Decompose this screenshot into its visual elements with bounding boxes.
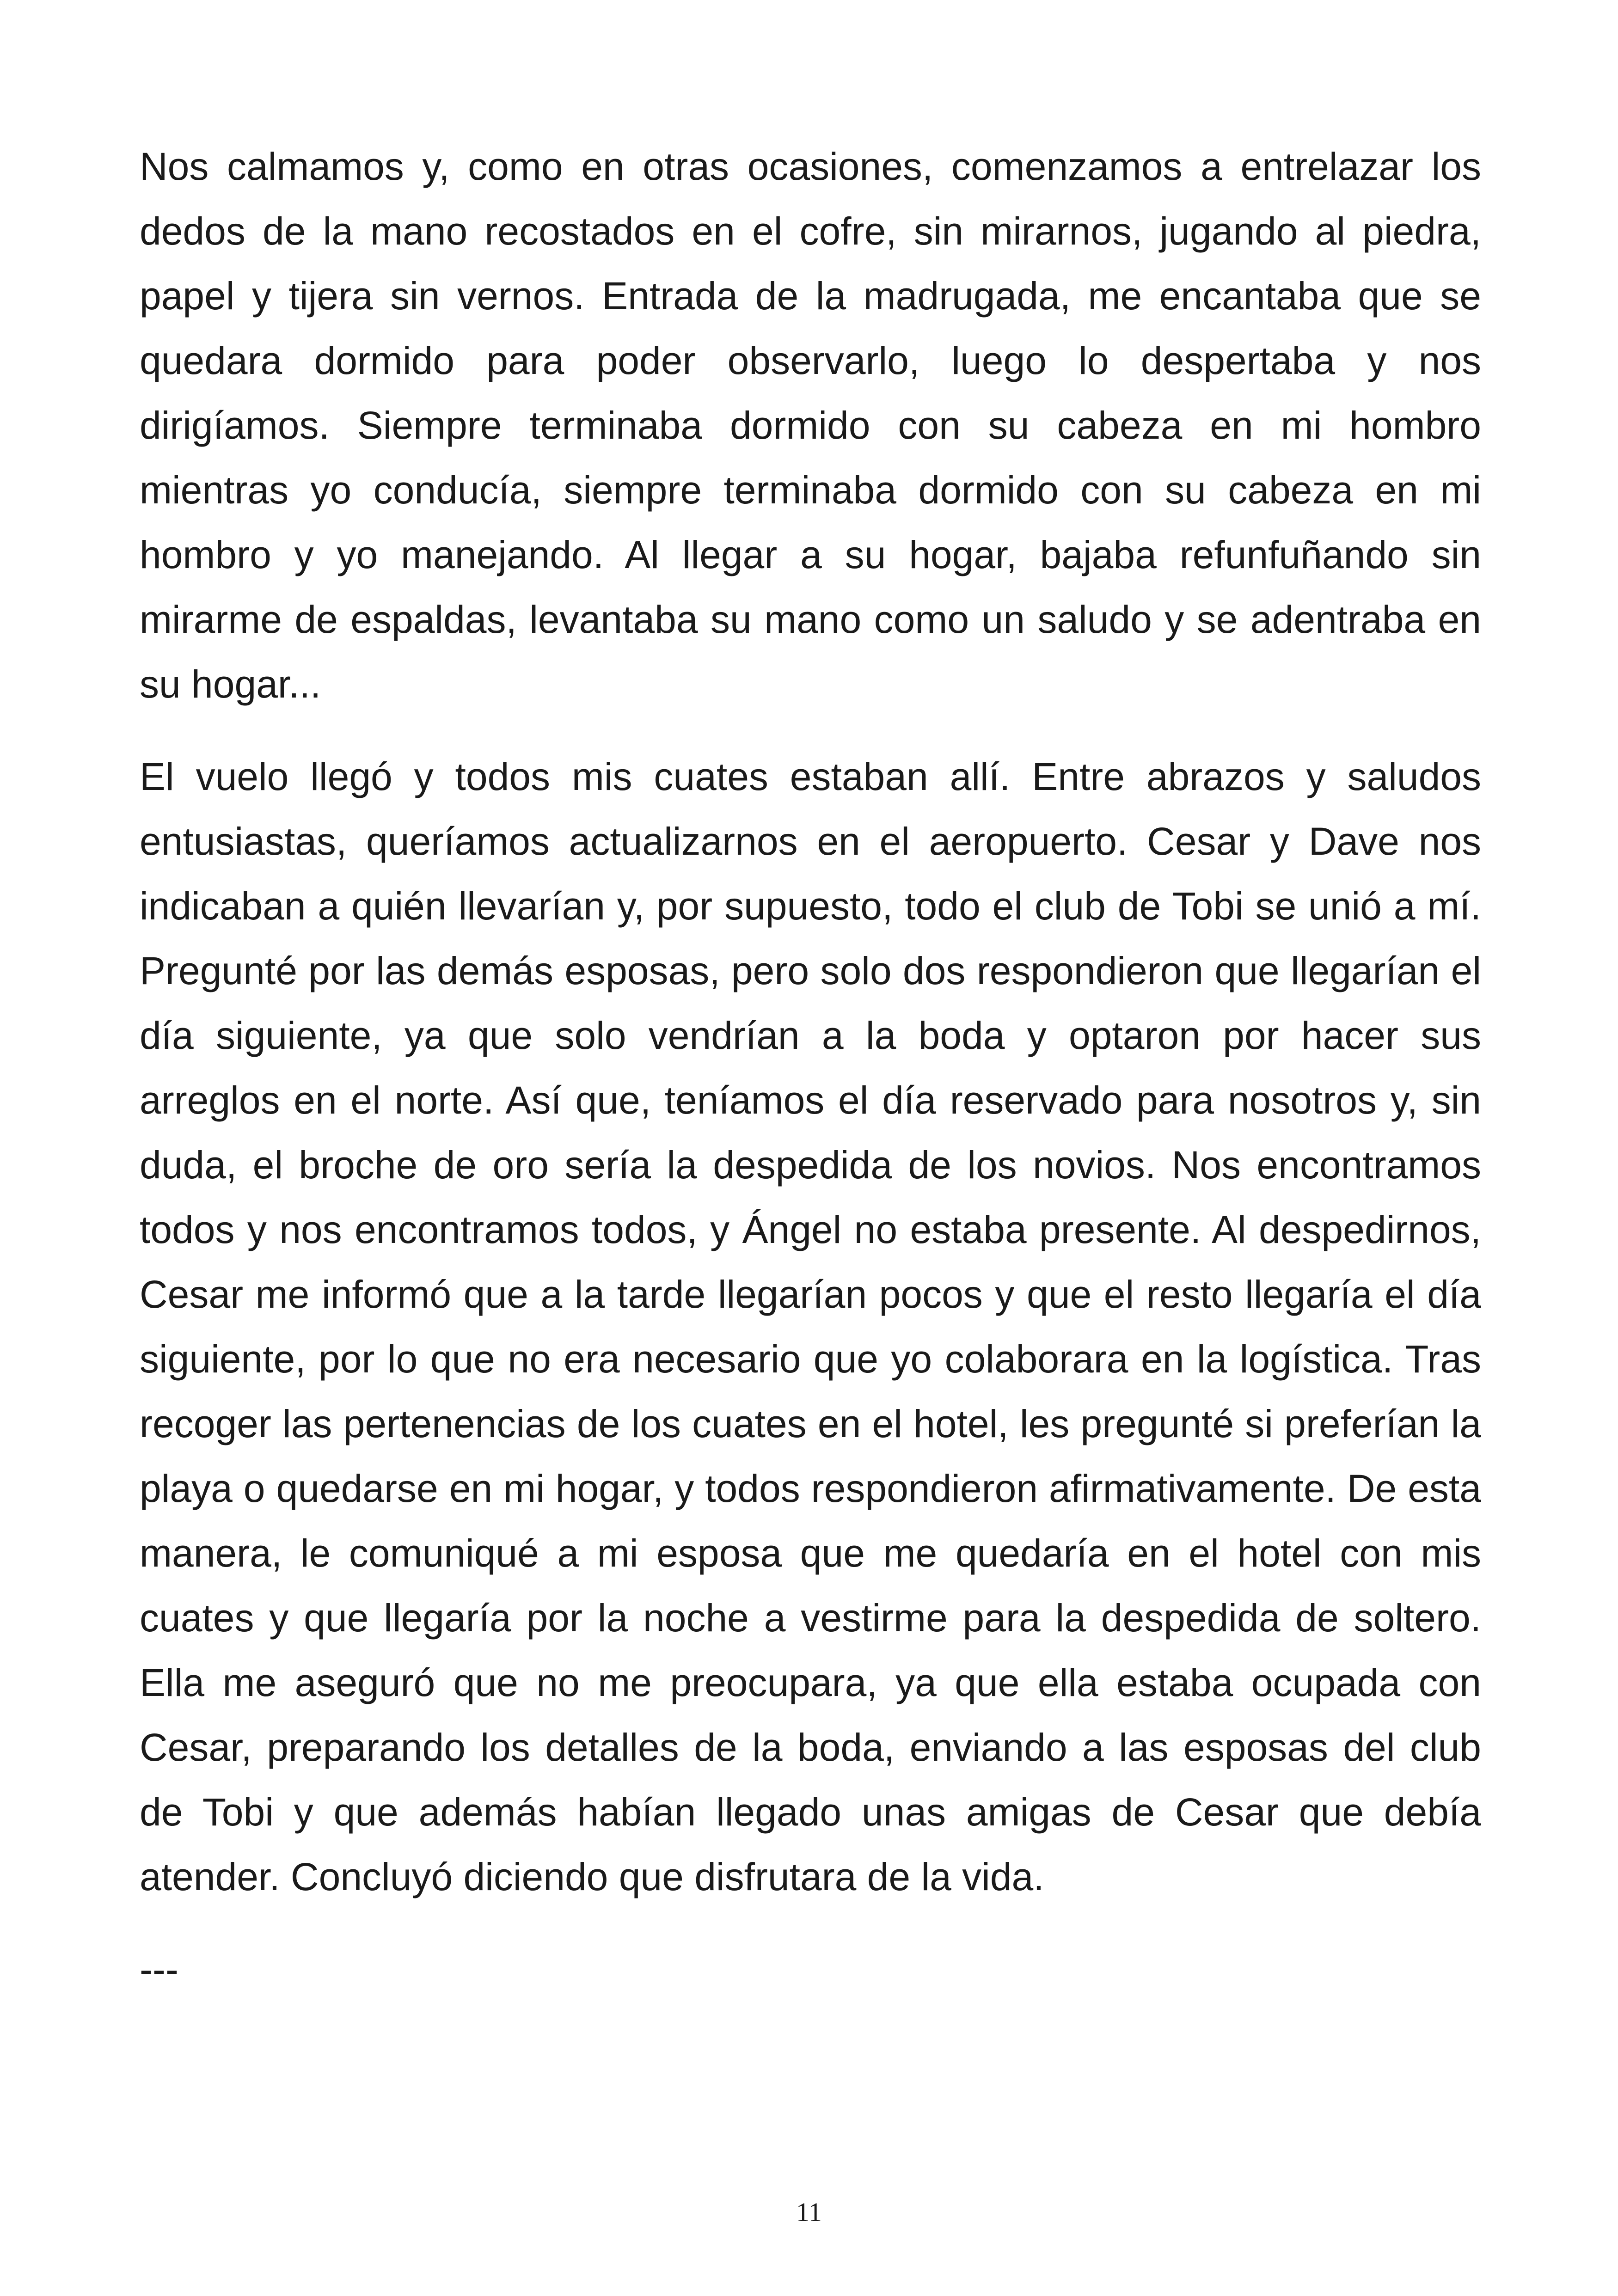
paragraph-2: El vuelo llegó y todos mis cuates estaban allí. Entre abrazos y saludos entusiastas, queríamos actualizarnos en el aeropuerto. Cesar y Dave nos indicaban a quién llevarían y, por supuesto, todo el club de Tobi se unió a mí. Pregunté por las demás esposas, pero solo dos respondieron que llegarían el día siguiente, ya que solo vendrían a la boda y optaron por hacer sus arreglos en el norte. Así que, teníamos el día reservado para nosotros y, sin duda, el broche de oro sería la despedida de los novios. Nos encontramos todos y nos encontramos todos, y Ángel no estaba presente. Al despedirnos, Cesar me informó que a la tarde llegarían pocos y que el resto llegaría el día siguiente, por lo que no era necesario que yo colaborara en la logística. Tras recoger las pertenencias de los cuates en el hotel, les pregunté si preferían la playa o quedarse en mi hogar, y todos respondieron afirmativamente. De esta manera, le comuniqué a mi esposa que me quedaría en el hotel con mis cuates y que llegaría por la noche a vestirme para la despedida de soltero. Ella me aseguró que no me preocupara, ya que ella estaba ocupada con Cesar, preparando los detalles de la boda, enviando a las esposas del club de Tobi y que además habían llegado unas amigas de Cesar que debía atender. Concluyó diciendo que disfrutara de la vida. [140,755,1481,1898]
paragraph-1: Nos calmamos y, como en otras ocasiones, comenzamos a entrelazar los dedos de la mano recostados en el cofre, sin mirarnos, jugando al piedra, papel y tijera sin vernos. Entrada de la madrugada, me encantaba que se quedara dormido para poder observarlo, luego lo despertaba y nos dirigíamos. Siempre terminaba dormido con su cabeza en mi hombro mientras yo conducía, siempre terminaba dormido con su cabeza en mi hombro y yo manejando. Al llegar a su hogar, bajaba refunfuñando sin mirarme de espaldas, levantaba su mano como un saludo y se adentraba en su hogar... [140,145,1481,706]
page-number: 11 [796,2197,822,2227]
section-separator: --- [140,1947,178,1991]
document-body [140,134,1481,2002]
